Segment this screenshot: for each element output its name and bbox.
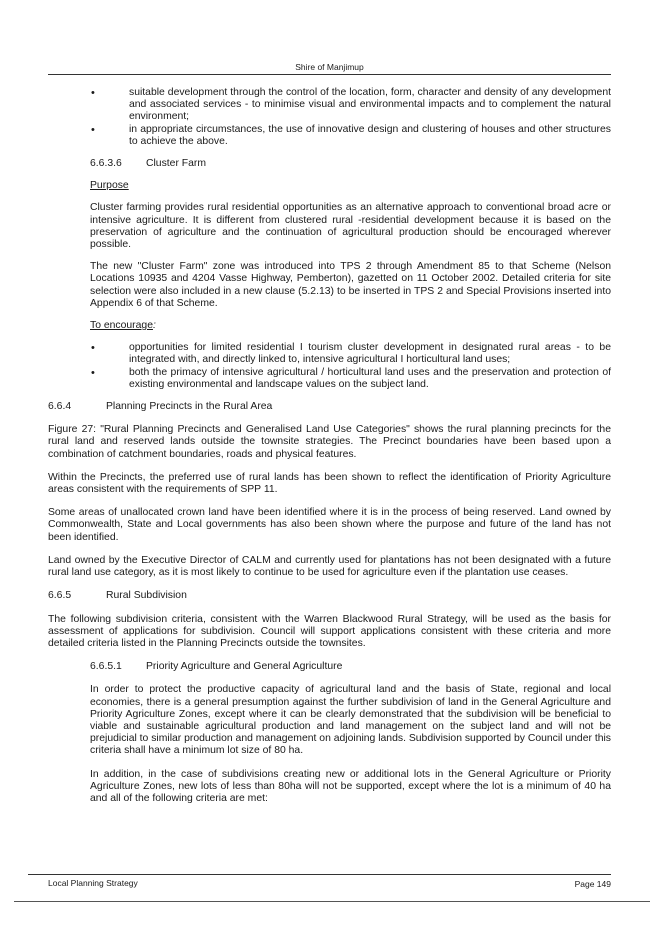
encourage-label: To encourage	[90, 320, 153, 332]
section-title: Priority Agriculture and General Agriculture	[146, 661, 343, 673]
footer-bottom-rule	[14, 901, 650, 902]
section-heading-cluster-farm	[48, 158, 611, 170]
paragraph: In addition, in the case of subdivisions creating new or additional lots in the General Agriculture or Priority Agriculture Zones, new lots of less than 80ha will not be supported, except where the lot is a minimum of 40 ha and all of the following criteria are met:	[90, 768, 611, 804]
section-heading-planning-precincts	[48, 401, 611, 413]
section-number: 6.6.5	[48, 590, 72, 602]
paragraph: The following subdivision criteria, consistent with the Warren Blackwood Rural Strategy, will be used as the basis for assessment of applications for subdivision. Council will support applications consistent with these criteria and more detailed criteria listed in the Planning Precincts outside the townsites.	[48, 613, 611, 649]
section-number: 6.6.5.1	[90, 661, 122, 673]
section-number: 6.6.3.6	[90, 158, 122, 170]
top-bullet-list	[48, 87, 611, 148]
list-item: • in appropriate circumstances, the use of innovative design and clustering of houses and other structures to achieve the above.	[48, 124, 611, 148]
paragraph: Within the Precincts, the preferred use of rural lands has been shown to reflect the identification of Priority Agriculture areas consistent with the requirements of SPP 11.	[48, 471, 611, 496]
footer-rule	[28, 874, 611, 875]
encourage-heading	[48, 320, 611, 332]
footer-document-title: Local Planning Strategy	[48, 878, 138, 888]
header-title: Shire of Manjimup	[295, 62, 364, 72]
paragraph: The new "Cluster Farm" zone was introduced into TPS 2 through Amendment 85 to that Scheme (Nelson Locations 10935 and 4204 Vasse Highway, Pemberton), gazetted on 11 October 2002. Detailed criteria for site selection were also included in a new clause (5.2.13) to be inserted in TPS 2 and Special Provisions inserted into Appendix 6 of that Scheme.	[90, 261, 611, 309]
section-title: Planning Precincts in the Rural Area	[106, 401, 273, 413]
paragraph: Cluster farming provides rural residential opportunities as an alternative approach to conventional broad acre or intensive agriculture. It is different from clustered rural -residential development because it is based on the preservation of agriculture and the continuation of agricultural production should be encouraged wherever possible.	[90, 202, 611, 251]
section-title: Cluster Farm	[146, 158, 207, 170]
section-heading-priority-agriculture	[48, 661, 611, 673]
section-title: Rural Subdivision	[106, 590, 187, 602]
list-item: • both the primacy of intensive agricultural / horticultural land uses and the preservation and protection of existing environmental and landscape values on the subject land.	[48, 367, 611, 391]
encourage-colon: :	[152, 320, 156, 332]
paragraph: In order to protect the productive capacity of agricultural land and the basis of State, regional and local economies, there is a general presumption against the further subdivision of land in the General Agriculture and Priority Agriculture Zones, except where it can be clearly demonstrated that the subdivision will be beneficial to viable and sustainable agricultural production and land management on the subject land and will not be prejudicial to similar production and management on adjoining lands. Subdivision supported by Council under this criteria shall have a minimum lot size of 80 ha.	[90, 684, 611, 757]
header-rule	[48, 74, 611, 75]
paragraph: Figure 27: "Rural Planning Precincts and Generalised Land Use Categories" shows the rural planning precincts for the rural land and reserved lands outside the townsite strategies. The Precinct boundaries have been based upon a combination of catchment boundaries, roads and physical features.	[48, 424, 611, 460]
paragraph: Land owned by the Executive Director of CALM and currently used for plantations has not been designated with a future rural land use category, as it is most likely to continue to be used for agriculture even if the plantation use ceases.	[48, 554, 611, 579]
section-number: 6.6.4	[48, 401, 72, 413]
section-heading-rural-subdivision	[48, 590, 611, 602]
list-item: • suitable development through the control of the location, form, character and density of any development and associated services - to minimise visual and environmental impacts and to complement the natural environment;	[48, 87, 611, 124]
encourage-bullet-list	[48, 342, 611, 391]
paragraph: Some areas of unallocated crown land have been identified where it is in the process of being reserved. Land owned by Commonwealth, State and Local governments has also been shown where the purpose and future of the land has not been identified.	[48, 507, 611, 543]
list-item: • opportunities for limited residential I tourism cluster development in designated rural areas - to be integrated with, and directly linked to, intensive agricultural I horticultural land uses;	[48, 342, 611, 366]
page-content	[48, 87, 611, 805]
purpose-label: Purpose	[90, 180, 129, 192]
page-number: Page 149	[574, 879, 611, 889]
